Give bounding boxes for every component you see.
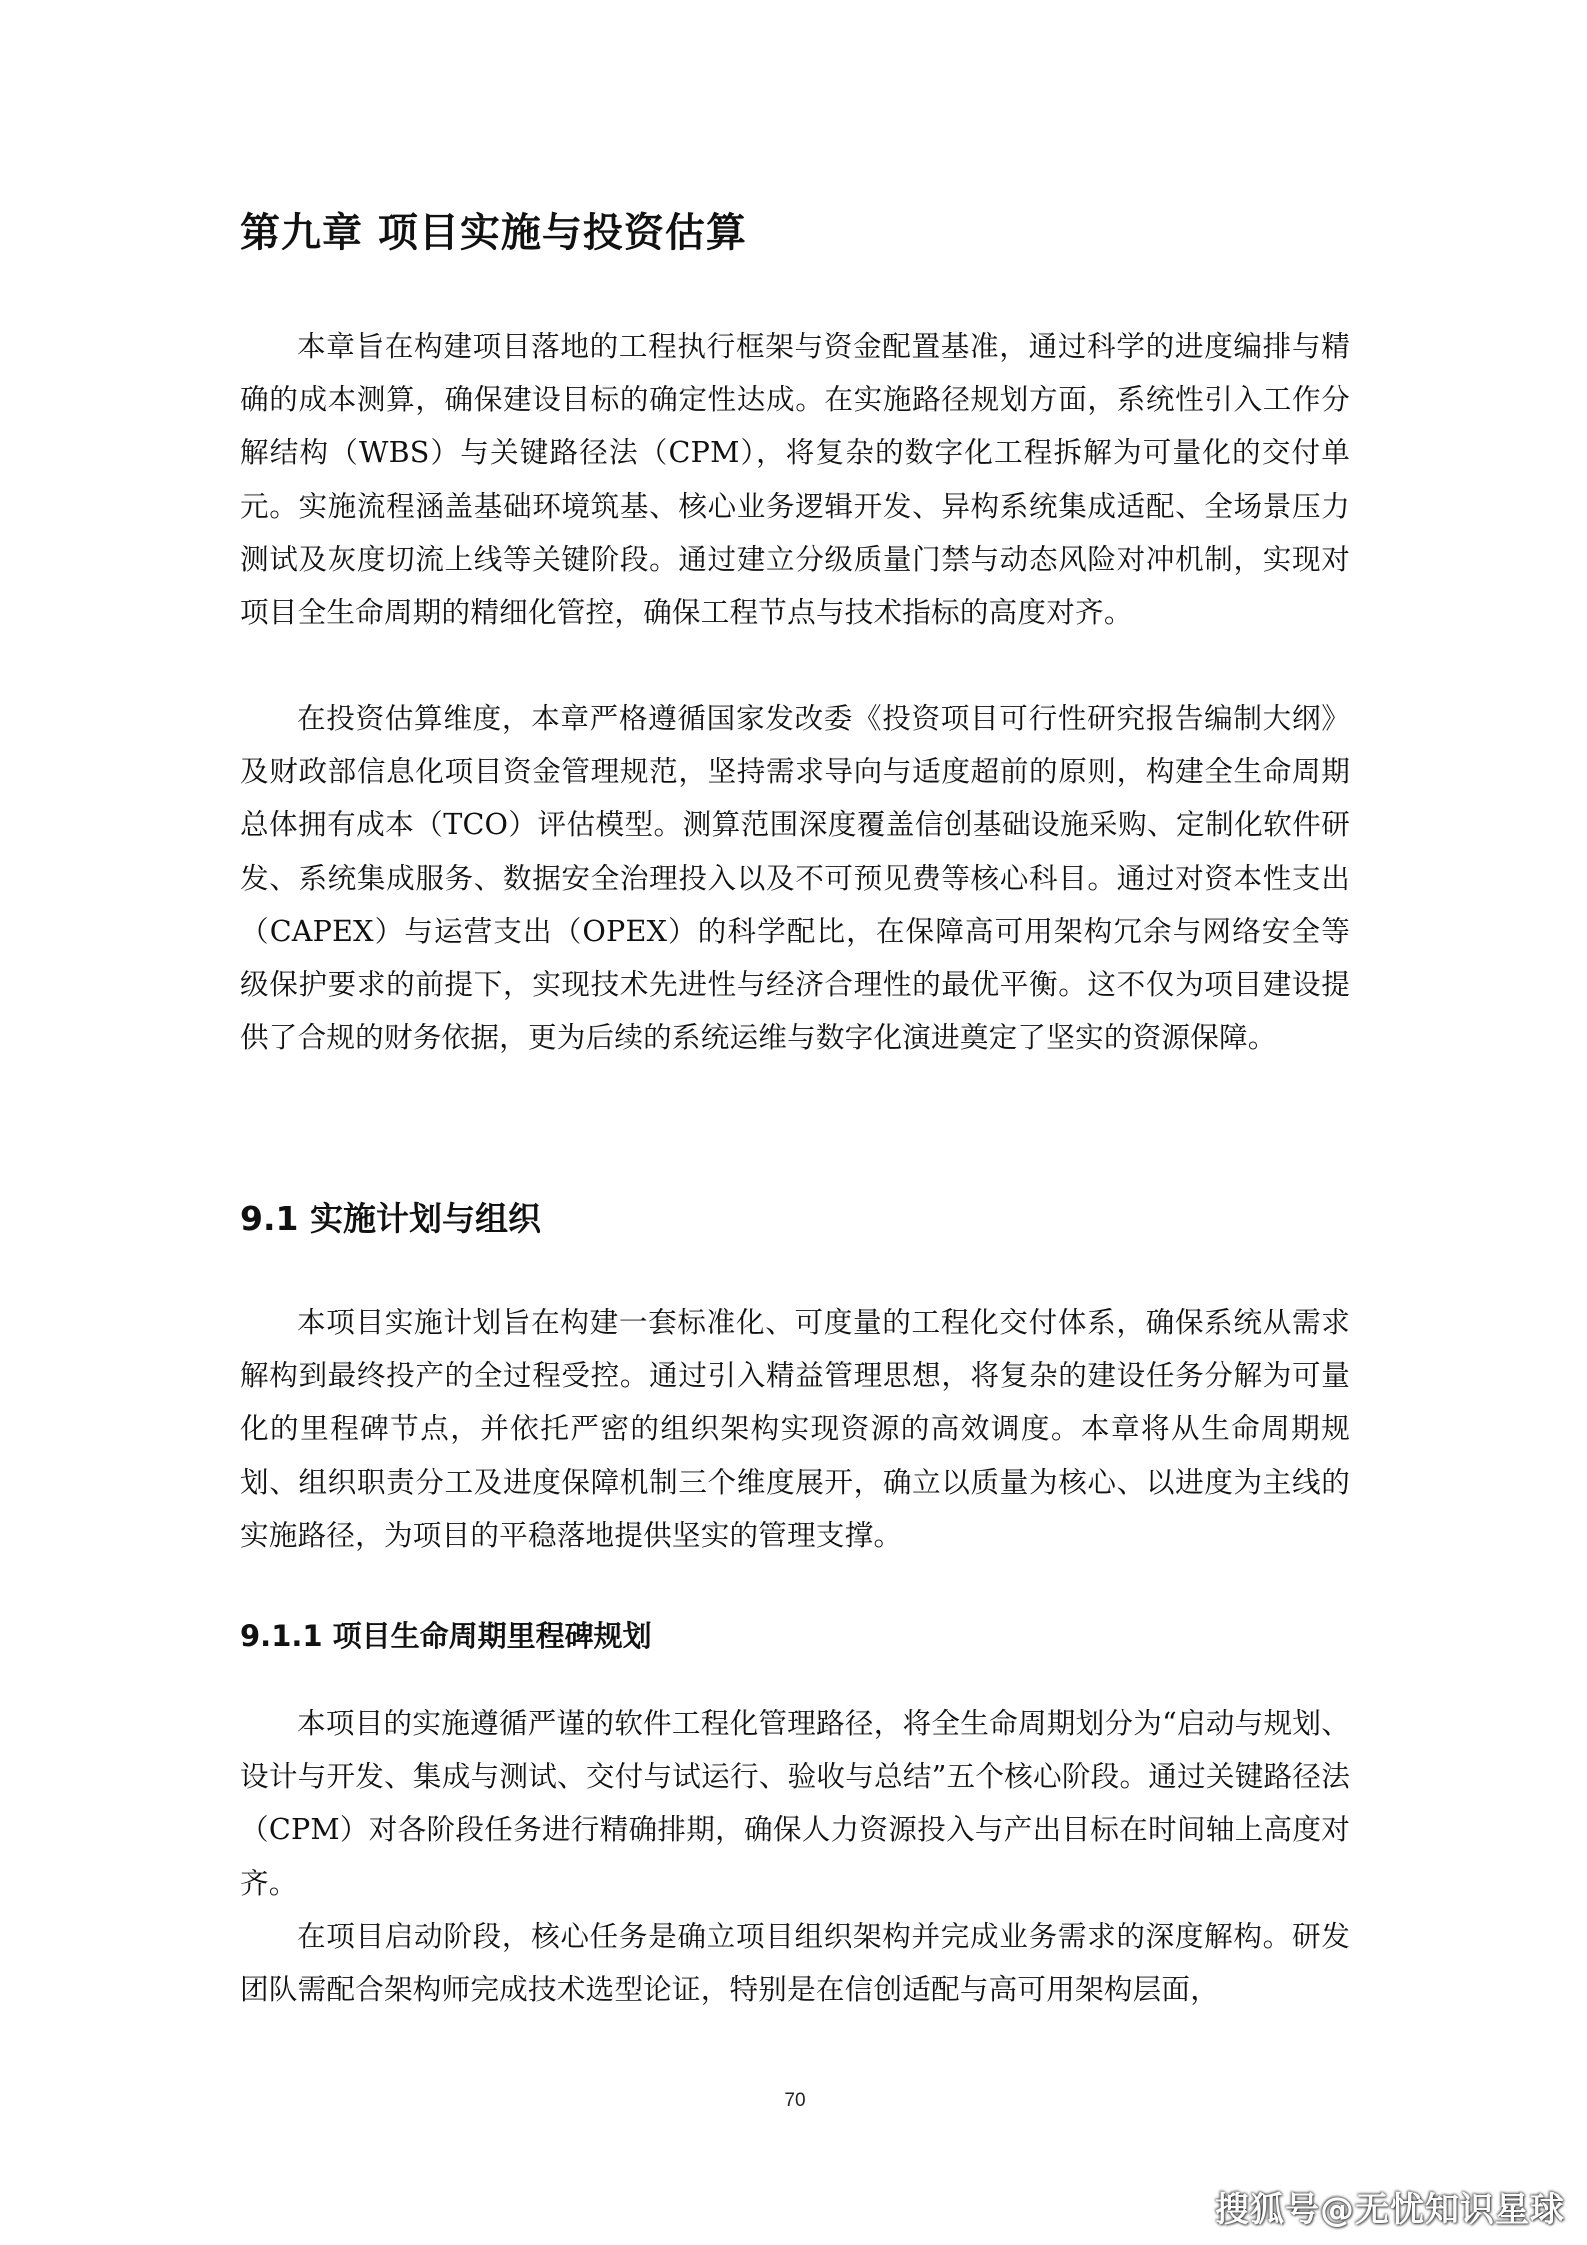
page-number: 70	[784, 2090, 806, 2111]
watermark: 搜狐号@无忧知识星球	[1215, 2190, 1565, 2230]
document-page	[240, 0, 1350, 2245]
intro-paragraph-2: 在投资估算维度，本章严格遵循国家发改委《投资项目可行性研究报告编制大纲》及财政部信息化项目资金管理规范，坚持需求导向与适度超前的原则，构建全生命周期总体拥有成本（TCO）评估模型。测算范围深度覆盖信创基础设施采购、定制化软件研发、系统集成服务、数据安全治理投入以及不可预见费等核心科目。通过对资本性支出（CAPEX）与运营支出（OPEX）的科学配比，在保障高可用架构冗余与网络安全等级保护要求的前提下，实现技术先进性与经济合理性的最优平衡。这不仅为项目建设提供了合规的财务依据，更为后续的系统运维与数字化演进奠定了坚实的资源保障。	[240, 701, 1350, 1055]
chapter-title: 第九章 项目实施与投资估算	[240, 210, 747, 256]
section-9-1-heading: 9.1 实施计划与组织	[240, 1199, 541, 1238]
section-9-1-1-paragraph-2: 在项目启动阶段，核心任务是确立项目组织架构并完成业务需求的深度解构。研发团队需配合架构师完成技术选型论证，特别是在信创适配与高可用架构层面，	[240, 1919, 1350, 2007]
section-9-1-paragraph: 本项目实施计划旨在构建一套标准化、可度量的工程化交付体系，确保系统从需求解构到最终投产的全过程受控。通过引入精益管理思想，将复杂的建设任务分解为可量化的里程碑节点，并依托严密的组织架构实现资源的高效调度。本章将从生命周期规划、组织职责分工及进度保障机制三个维度展开，确立以质量为核心、以进度为主线的实施路径，为项目的平稳落地提供坚实的管理支撑。	[240, 1305, 1350, 1552]
intro-paragraph-1: 本章旨在构建项目落地的工程执行框架与资金配置基准，通过科学的进度编排与精确的成本测算，确保建设目标的确定性达成。在实施路径规划方面，系统性引入工作分解结构（WBS）与关键路径法（CPM），将复杂的数字化工程拆解为可量化的交付单元。实施流程涵盖基础环境筑基、核心业务逻辑开发、异构系统集成适配、全场景压力测试及灰度切流上线等关键阶段。通过建立分级质量门禁与动态风险对冲机制，实现对项目全生命周期的精细化管控，确保工程节点与技术指标的高度对齐。	[240, 329, 1350, 630]
section-9-1-1-heading: 9.1.1 项目生命周期里程碑规划	[240, 1619, 652, 1653]
section-9-1-1-paragraph-1: 本项目的实施遵循严谨的软件工程化管理路径，将全生命周期划分为“启动与规划、设计与开发、集成与测试、交付与试运行、验收与总结”五个核心阶段。通过关键路径法（CPM）对各阶段任务进行精确排期，确保人力资源投入与产出目标在时间轴上高度对齐。	[240, 1706, 1350, 1900]
